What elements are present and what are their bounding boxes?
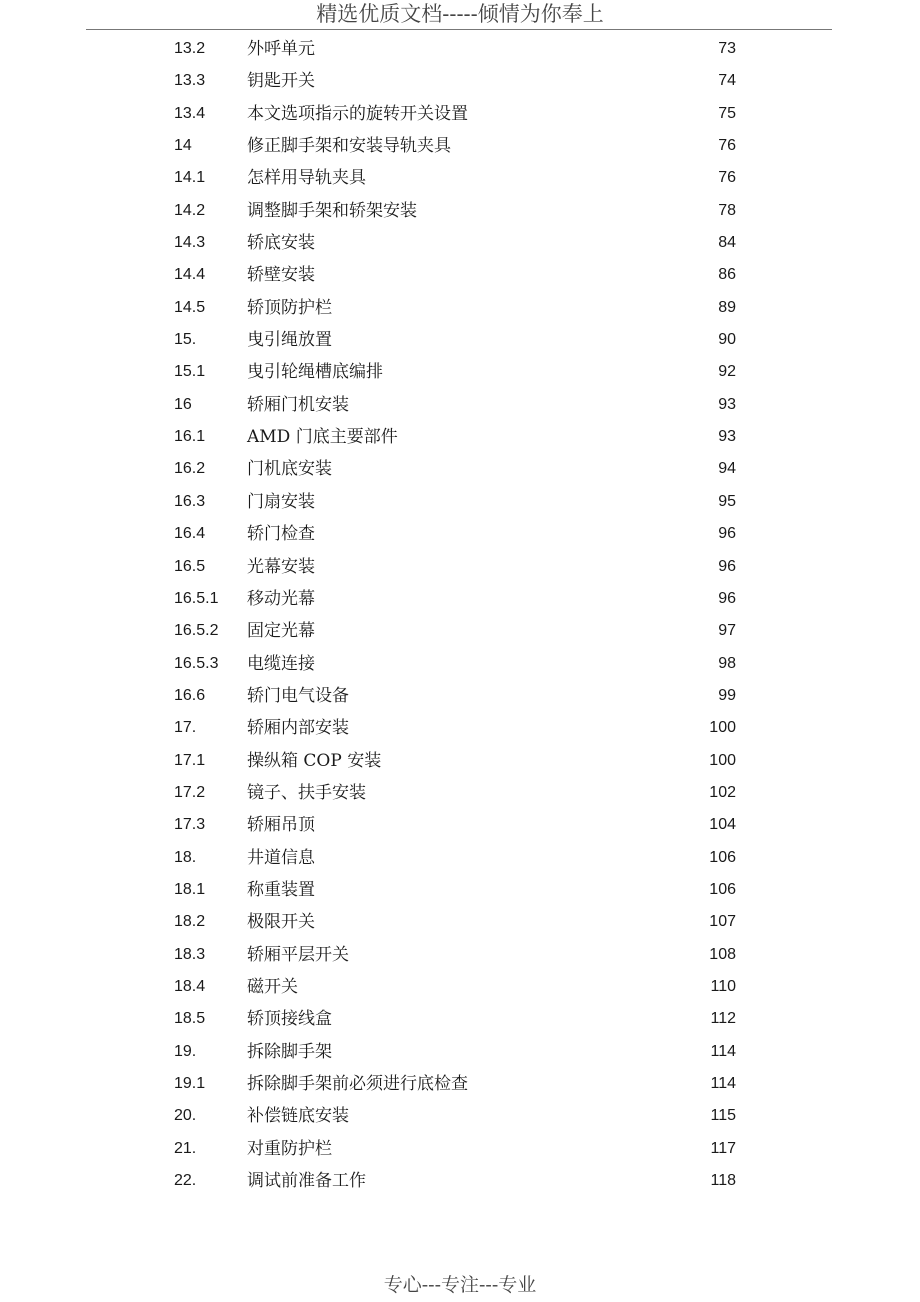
- toc-entry: [0, 1100, 920, 1132]
- toc-entry-title: 怎样用导轨夹具: [247, 168, 366, 189]
- toc-entry: [0, 1133, 920, 1165]
- toc-entry: [0, 1036, 920, 1068]
- toc-entry-title: 磁开关: [247, 976, 298, 997]
- toc-entry: [0, 453, 920, 485]
- toc-entry-page: 107: [709, 913, 736, 931]
- toc-entry-page: 93: [718, 395, 736, 413]
- toc-entry-page: 110: [710, 977, 736, 995]
- toc-entry-page: 96: [718, 589, 736, 607]
- toc-entry-number: 20.: [174, 1107, 197, 1125]
- toc-entry-title: 门机底安装: [247, 459, 332, 480]
- toc-entry-page: 100: [709, 751, 736, 769]
- toc-entry: [0, 195, 920, 227]
- toc-entry-number: 18.3: [174, 945, 206, 963]
- toc-entry-title: 固定光幕: [247, 621, 315, 642]
- toc-entry-number: 18.2: [174, 913, 206, 931]
- toc-entry-page: 106: [709, 848, 736, 866]
- toc-entry: [0, 1003, 920, 1035]
- toc-entry-title: 本文选项指示的旋转开关设置: [247, 103, 468, 124]
- toc-entry-number: 15.1: [174, 363, 206, 381]
- toc-entry-page: 96: [718, 525, 736, 543]
- toc-entry-page: 92: [718, 363, 736, 381]
- toc-entry: [0, 939, 920, 971]
- toc-entry-number: 16.5.1: [174, 589, 219, 607]
- toc-entry-title: 门扇安装: [247, 491, 315, 512]
- toc-entry-title: 轿厢平层开关: [247, 944, 349, 965]
- toc-entry-page: 89: [718, 298, 736, 316]
- toc-entry-number: 17.3: [174, 816, 206, 834]
- toc-entry: [0, 842, 920, 874]
- toc-entry-number: 19.1: [174, 1075, 206, 1092]
- toc-entry-page: 84: [718, 234, 736, 252]
- toc-entry-title: 拆除脚手架前必须进行底检查: [247, 1074, 468, 1094]
- toc-entry-number: 18.5: [174, 1010, 206, 1028]
- toc-entry-number: 16.4: [174, 525, 206, 543]
- toc-entry: [0, 98, 920, 130]
- toc-entry-title: 补偿链底安装: [247, 1106, 349, 1127]
- toc-entry-number: 16: [174, 395, 192, 413]
- toc-entry-title: 拆除脚手架: [247, 1041, 332, 1062]
- toc-entry-page: 115: [710, 1107, 736, 1125]
- toc-entry: [0, 583, 920, 615]
- toc-entry-page: 93: [718, 428, 736, 446]
- toc-entry: [0, 486, 920, 518]
- toc-entry-title: 曳引绳放置: [247, 330, 332, 351]
- toc-entry: [0, 389, 920, 421]
- toc-entry: [0, 356, 920, 388]
- toc-entry-number: 16.5.2: [174, 622, 219, 640]
- toc-entry-number: 16.3: [174, 492, 206, 510]
- toc-entry-title: 称重装置: [247, 879, 315, 900]
- toc-entry-title: 极限开关: [247, 912, 315, 933]
- toc-entry-page: 98: [718, 654, 736, 672]
- toc-entry-number: 16.2: [174, 460, 206, 478]
- toc-entry: [0, 1068, 920, 1100]
- toc-entry-page: 94: [718, 460, 736, 478]
- toc-entry-page: 102: [709, 783, 736, 801]
- toc-entry-page: 90: [718, 331, 736, 349]
- toc-entry-page: 74: [718, 72, 736, 90]
- toc-entry-page: 104: [709, 816, 736, 834]
- toc-entry: [0, 551, 920, 583]
- toc-entry-page: 117: [710, 1139, 736, 1157]
- toc-entry-title: 轿门电气设备: [247, 685, 349, 706]
- toc-entry-title: 轿门检查: [247, 524, 315, 545]
- toc-entry-page: 97: [718, 622, 736, 640]
- toc-entry-page: 96: [718, 557, 736, 575]
- toc-entry-title: 轿顶接线盒: [247, 1009, 332, 1030]
- toc-entry-number: 19.: [174, 1042, 197, 1060]
- toc-entry-number: 17.2: [174, 783, 206, 801]
- toc-entry-page: 114: [710, 1042, 736, 1060]
- toc-entry-page: 73: [718, 40, 736, 57]
- toc-entry-page: 76: [718, 169, 736, 187]
- toc-entry-number: 16.1: [174, 428, 206, 446]
- toc-entry-title: 轿底安装: [247, 233, 315, 254]
- toc-entry-page: 99: [718, 686, 736, 704]
- toc-entry-page: 75: [718, 104, 736, 122]
- toc-entry: [0, 162, 920, 194]
- toc-entry-number: 14.3: [174, 234, 206, 252]
- toc-entry-number: 16.5.3: [174, 654, 219, 672]
- toc-entry-number: 18.1: [174, 880, 206, 898]
- table-of-contents: [0, 33, 920, 1197]
- toc-entry-title: AMD 门底主要部件: [247, 427, 398, 448]
- toc-entry-page: 108: [709, 945, 736, 963]
- toc-entry-number: 14.1: [174, 169, 206, 187]
- toc-entry-number: 18.4: [174, 977, 206, 995]
- toc-entry: [0, 712, 920, 744]
- toc-entry-page: 78: [718, 201, 736, 219]
- toc-entry: [0, 680, 920, 712]
- page-header: 精选优质文档-----倾情为你奉上: [316, 2, 604, 26]
- toc-entry: [0, 809, 920, 841]
- toc-entry: [0, 1165, 920, 1197]
- toc-entry-number: 17.: [174, 719, 197, 737]
- toc-entry-number: 17.1: [174, 751, 206, 769]
- toc-entry-title: 钥匙开关: [247, 71, 315, 92]
- toc-entry: [0, 324, 920, 356]
- toc-entry-number: 22.: [174, 1172, 197, 1190]
- toc-entry: [0, 227, 920, 259]
- toc-entry: [0, 615, 920, 647]
- toc-entry-title: 光幕安装: [247, 556, 315, 577]
- toc-entry-title: 电缆连接: [247, 653, 315, 674]
- toc-entry-title: 调整脚手架和轿架安装: [247, 200, 417, 221]
- toc-entry-title: 对重防护栏: [247, 1138, 332, 1159]
- toc-entry-number: 15.: [174, 331, 197, 349]
- toc-entry-title: 调试前准备工作: [247, 1171, 366, 1192]
- toc-entry-number: 13.4: [174, 104, 206, 122]
- header-divider: [86, 29, 832, 30]
- toc-entry-title: 轿厢吊顶: [247, 815, 315, 836]
- toc-entry-title: 操纵箱 COP 安装: [247, 750, 382, 771]
- toc-entry-title: 轿厢门机安装: [247, 394, 349, 415]
- toc-entry-number: 21.: [174, 1139, 197, 1157]
- toc-entry-title: 轿顶防护栏: [247, 297, 332, 318]
- toc-entry: [0, 648, 920, 680]
- toc-entry-title: 井道信息: [247, 847, 315, 868]
- toc-entry-title: 轿厢内部安装: [247, 718, 349, 739]
- toc-entry-page: 100: [709, 719, 736, 737]
- toc-entry: [0, 130, 920, 162]
- toc-entry-title: 曳引轮绳槽底编排: [247, 362, 383, 383]
- toc-entry-title: 轿壁安装: [247, 265, 315, 286]
- toc-entry: [0, 971, 920, 1003]
- toc-entry-page: 95: [718, 492, 736, 510]
- toc-entry: [0, 65, 920, 97]
- toc-entry: [0, 292, 920, 324]
- toc-entry-page: 76: [718, 137, 736, 155]
- toc-entry-page: 86: [718, 266, 736, 284]
- toc-entry-title: 镜子、扶手安装: [247, 782, 366, 803]
- toc-entry-page: 114: [710, 1075, 736, 1092]
- toc-entry: [0, 906, 920, 938]
- toc-entry-number: 13.2: [174, 40, 206, 57]
- toc-entry-title: 移动光幕: [247, 588, 315, 609]
- toc-entry-title: 修正脚手架和安装导轨夹具: [247, 136, 451, 157]
- toc-entry-number: 14.5: [174, 298, 206, 316]
- toc-entry: [0, 259, 920, 291]
- page-footer: 专心---专注---专业: [383, 1274, 537, 1296]
- toc-entry: [0, 874, 920, 906]
- toc-entry: [0, 745, 920, 777]
- toc-entry: [0, 33, 920, 65]
- toc-entry-title: 外呼单元: [247, 39, 315, 59]
- toc-entry-number: 14.2: [174, 201, 206, 219]
- toc-entry-page: 118: [710, 1172, 736, 1190]
- toc-entry-number: 13.3: [174, 72, 206, 90]
- toc-entry: [0, 518, 920, 550]
- toc-entry-number: 18.: [174, 848, 197, 866]
- toc-entry-number: 14: [174, 137, 192, 155]
- toc-entry-number: 14.4: [174, 266, 206, 284]
- toc-entry-page: 112: [710, 1010, 736, 1028]
- toc-entry-page: 106: [709, 880, 736, 898]
- toc-entry: [0, 421, 920, 453]
- toc-entry-number: 16.5: [174, 557, 206, 575]
- toc-entry: [0, 777, 920, 809]
- toc-entry-number: 16.6: [174, 686, 206, 704]
